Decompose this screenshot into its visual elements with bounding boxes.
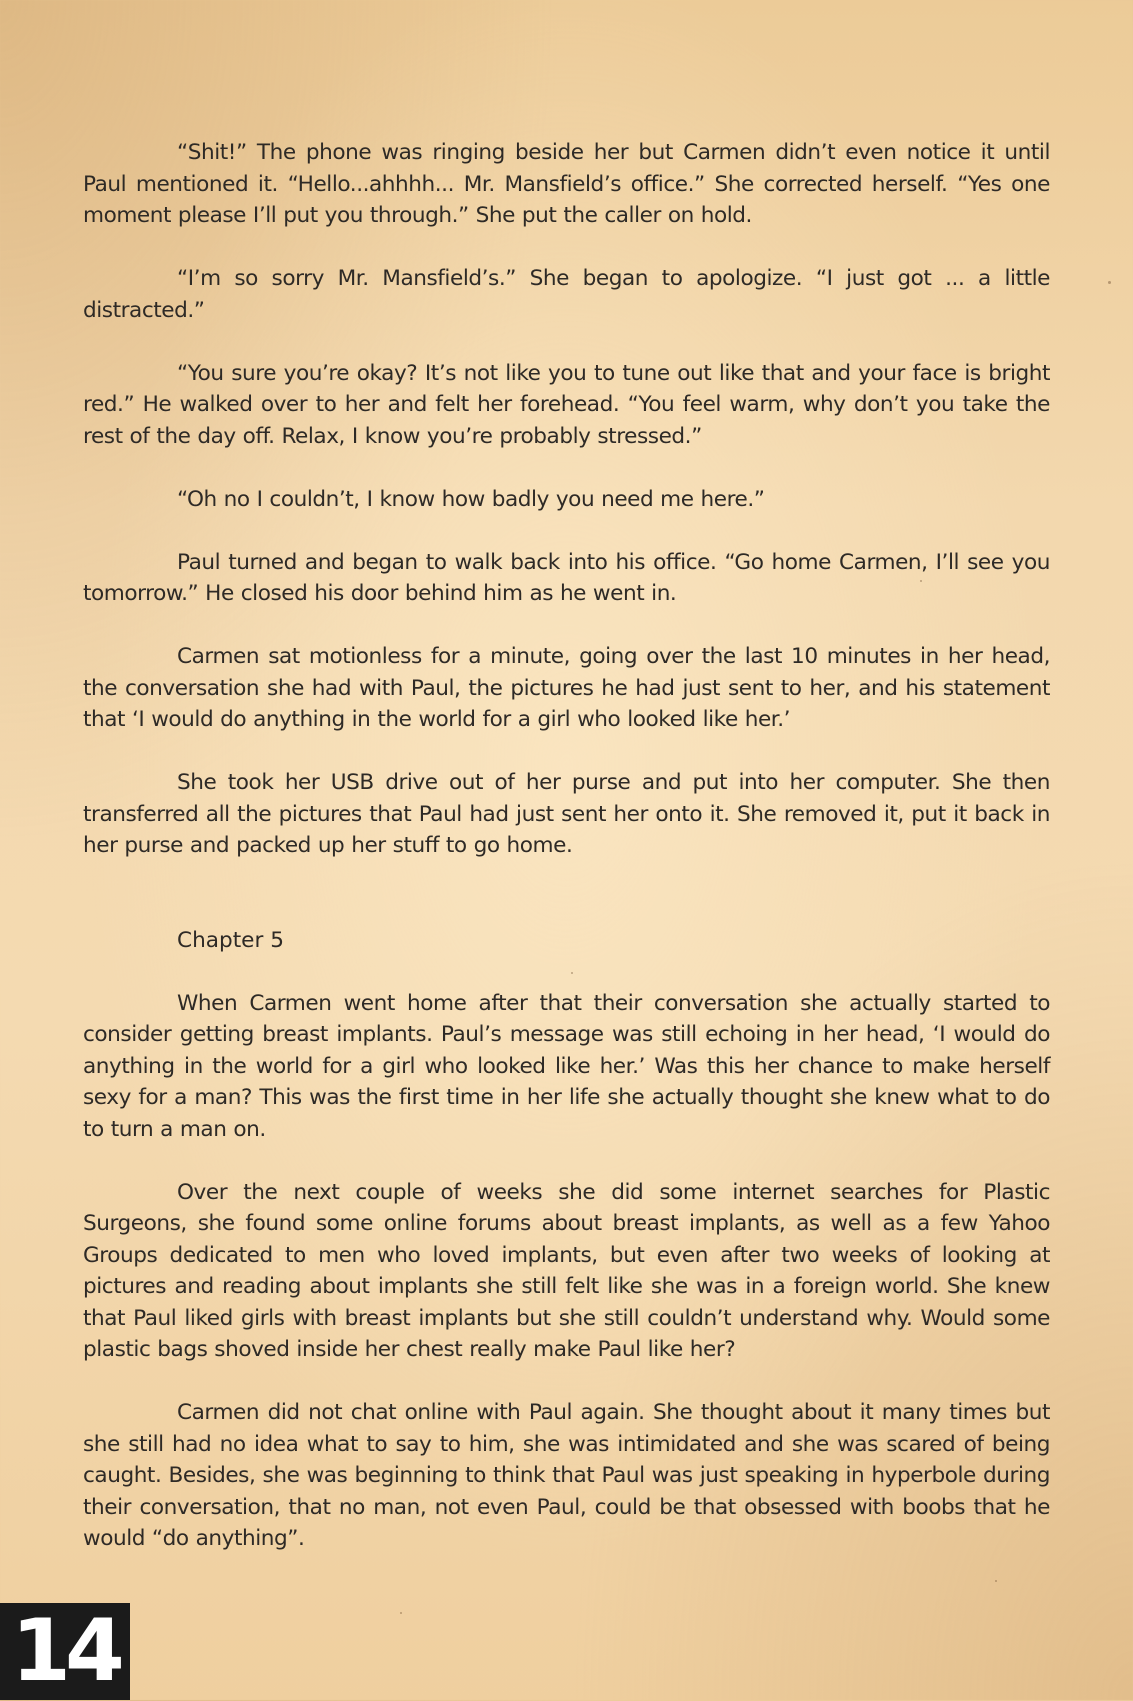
paragraph-4: “Oh no I couldn’t, I know how badly you need me here.” xyxy=(177,486,765,512)
paragraph-5: Paul turned and began to walk back into his office. “Go home Carmen, I’ll see you tomorrow.” He closed his door behind him as he went in. xyxy=(83,549,1050,606)
chapter-paragraph-3: Carmen did not chat online with Paul again. She thought about it many times but she still had no idea what to say to him, she was intimidated and she was scared of being caught. Besides, she was beginning to think that Paul was just speaking in hyperbole during their conversation, that no man, not even Paul, could be that obsessed with boobs that he would “do anything”. xyxy=(83,1400,1050,1551)
paragraph-7: She took her USB drive out of her purse and put into her computer. She then transferred all the pictures that Paul had just sent her onto it. She removed it, put it back in her purse and packed up her stuff to go home. xyxy=(83,770,1050,858)
chapter-paragraph-2: Over the next couple of weeks she did some internet searches for Plastic Surgeons, she found some online forums about breast implants, as well as a few Yahoo Groups dedicated to men who loved implants, but even after two weeks of looking at pictures and reading about implants she still felt like she was in a foreign world. She knew that Paul liked girls with breast implants but she still couldn’t understand why. Would some plastic bags shoved inside her chest really make Paul like her? xyxy=(83,1179,1050,1362)
paper-speck xyxy=(1108,281,1111,284)
paragraph-3: “You sure you’re okay? It’s not like you to tune out like that and your face is bright red.” He walked over to her and felt her forehead. “You feel warm, why don’t you take the rest of the day off. Relax, I know you’re probably stressed.” xyxy=(83,360,1050,449)
paper-speck xyxy=(400,1612,402,1614)
story-text xyxy=(83,137,1050,1586)
paragraph-2: “I’m so sorry Mr. Mansfield’s.” She began to apologize. “I just got ... a little distracted.” xyxy=(83,266,1050,323)
chapter-heading: Chapter 5 xyxy=(177,927,284,953)
chapter-paragraph-1: When Carmen went home after that their conversation she actually started to consider getting breast implants. Paul’s message was still echoing in her head, ‘I would do anything in the world for a girl who looked like her.’ Was this her chance to make herself sexy for a man? This was the first time in her life she actually thought she knew what to do to turn a man on. xyxy=(83,990,1050,1142)
paragraph-6: Carmen sat motionless for a minute, going over the last 10 minutes in her head, the conversation she had with Paul, the pictures he had just sent to her, and his statement that ‘I would do anything in the world for a girl who looked like her.’ xyxy=(83,644,1050,732)
page-number: 14 xyxy=(0,1603,130,1700)
paragraph-1: “Shit!” The phone was ringing beside her but Carmen didn’t even notice it until Paul mentioned it. “Hello...ahhhh... Mr. Mansfield’s office.” She corrected herself. “Yes one moment please I’ll put you through.” She put the caller on hold. xyxy=(83,140,1050,228)
